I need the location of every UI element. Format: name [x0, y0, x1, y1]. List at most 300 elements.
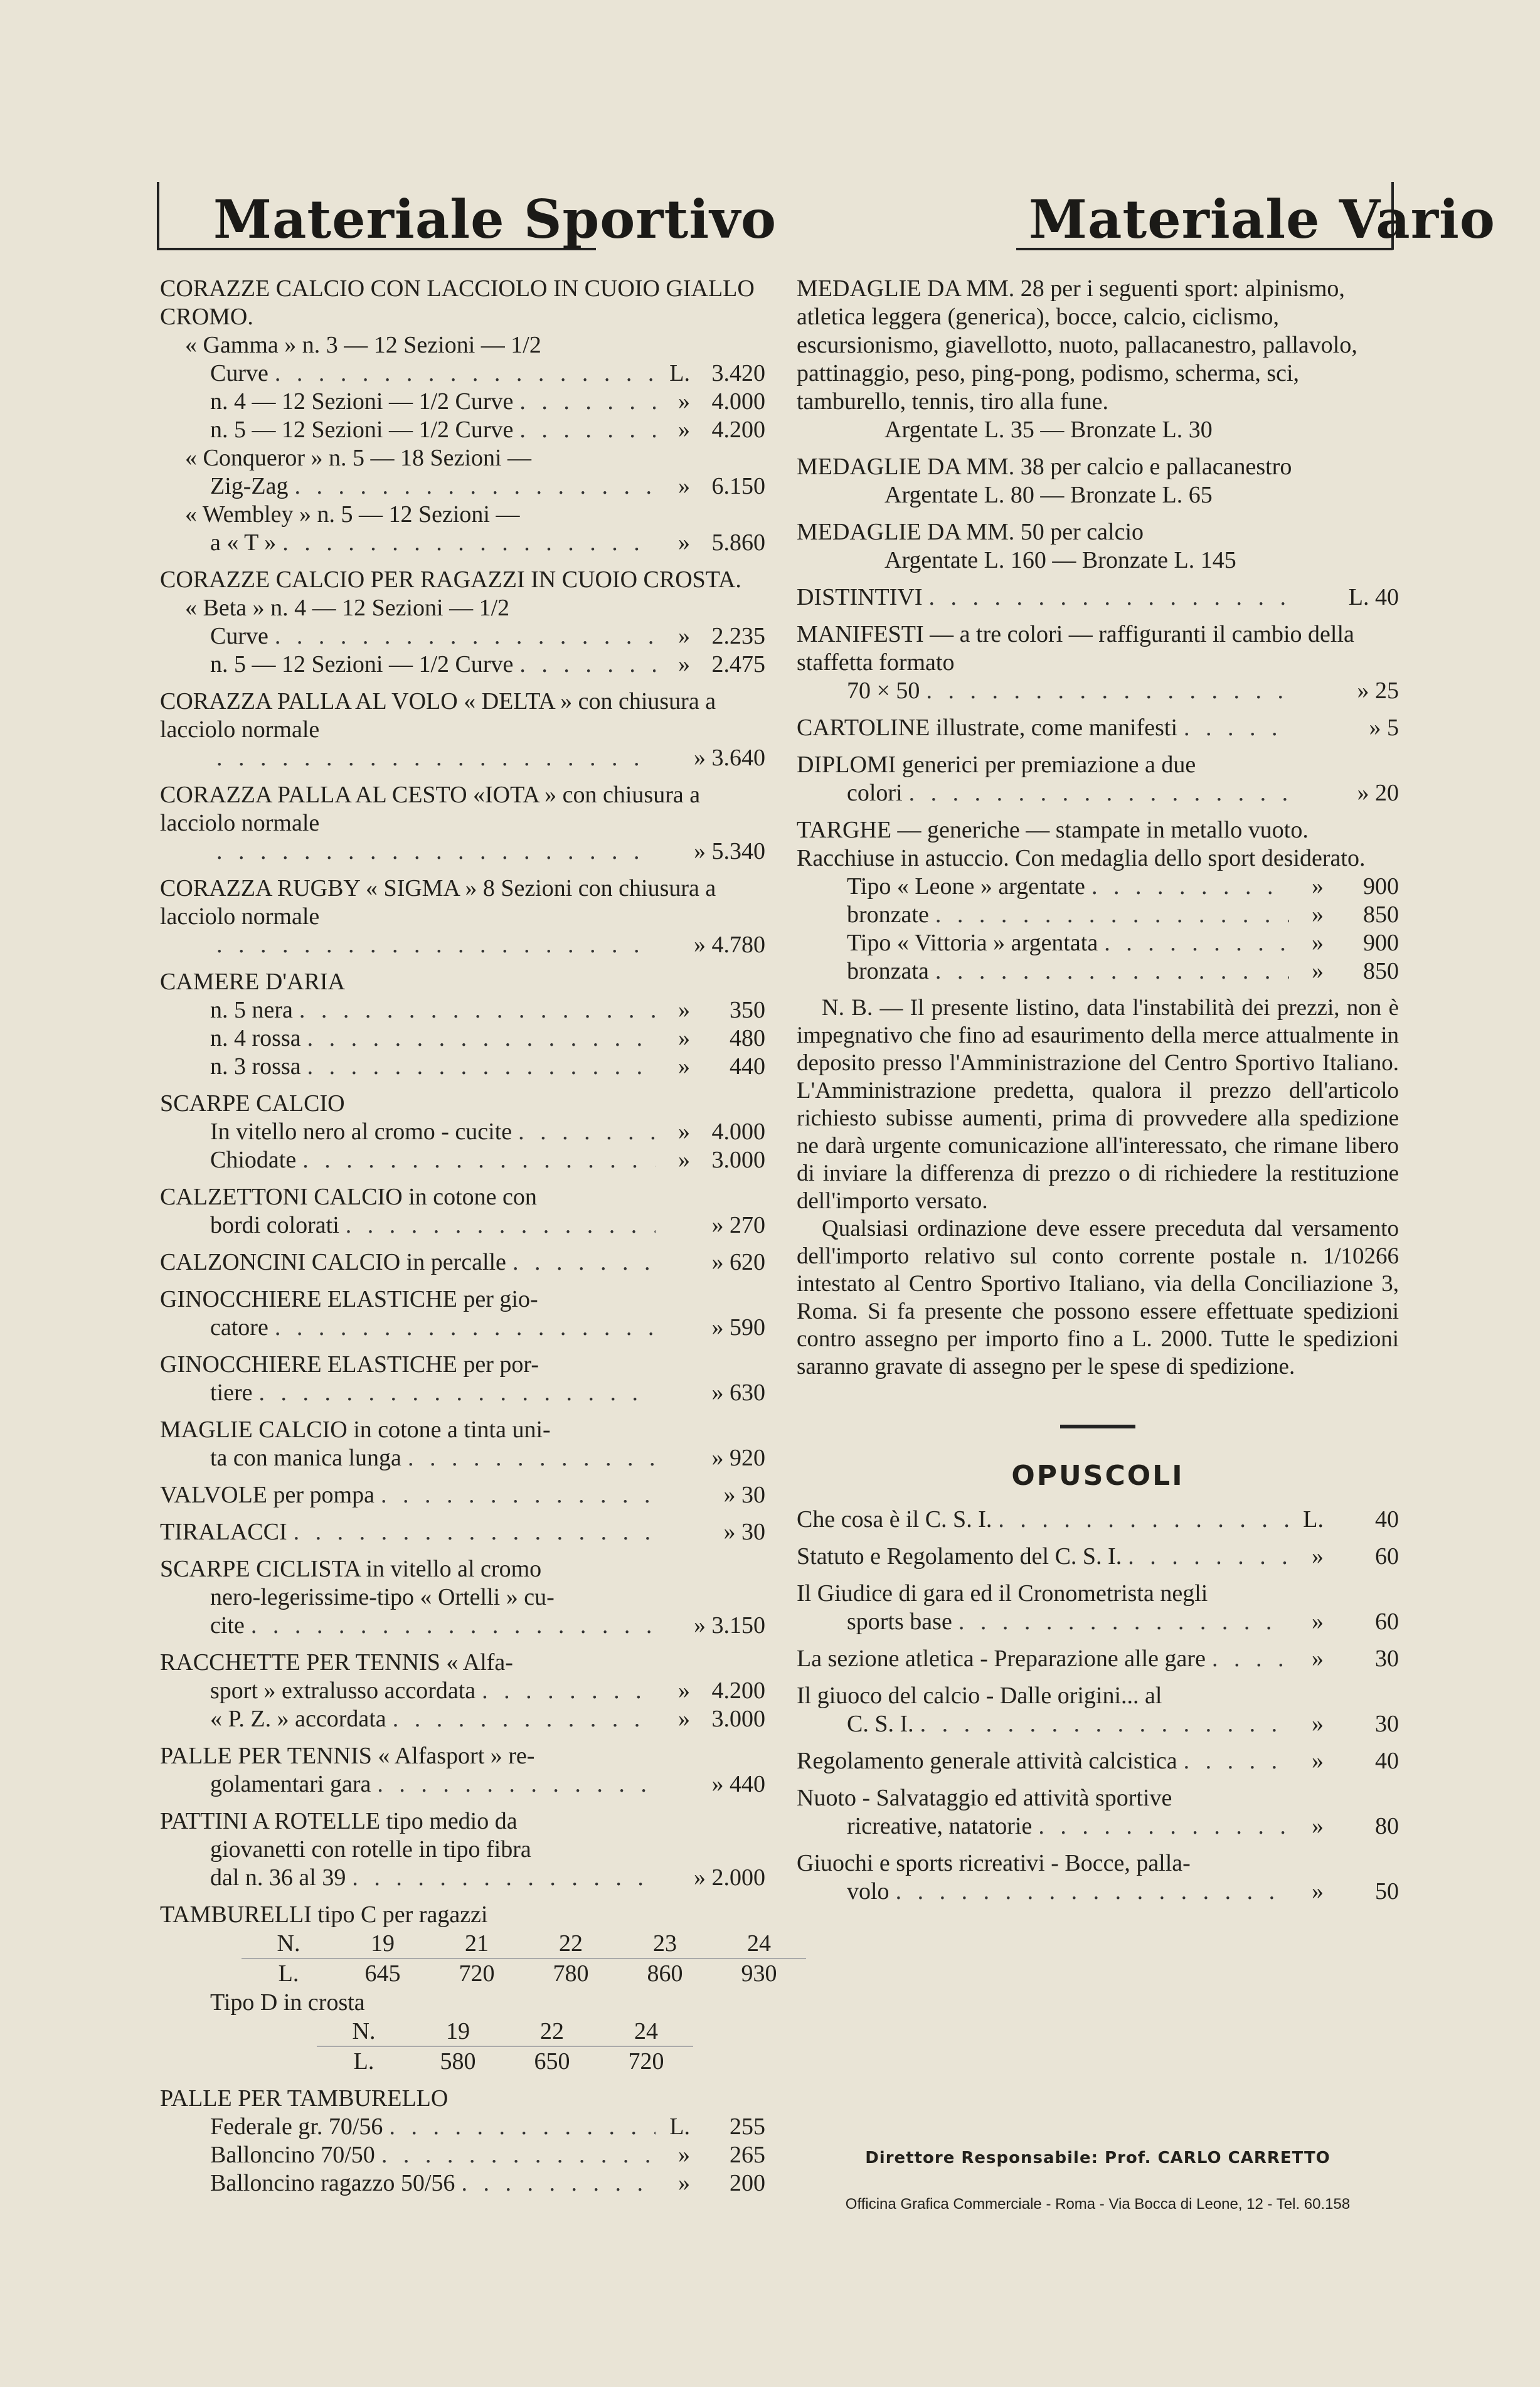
- left-entry-line: [160, 1146, 765, 1174]
- left-entry-line: [160, 1118, 765, 1146]
- left-entry-line-text: Zig-Zag: [210, 473, 289, 499]
- opuscolo-title-text: Il Giudice di gara ed il Cronometrista negli: [797, 1580, 1208, 1607]
- left-entry-continuation: [160, 1583, 765, 1612]
- opuscolo-line: [797, 1878, 1399, 1906]
- right-entry-line-currency: »: [1312, 958, 1324, 984]
- left-entry-title: CAMERE D'ARIA: [160, 969, 346, 995]
- right-entry-line-text: bronzate: [847, 901, 929, 928]
- left-entry-line-leader: [294, 1518, 656, 1546]
- left-entry-title: PALLE PER TENNIS « Alfasport » re-: [160, 1743, 535, 1769]
- right-entry: [797, 816, 1399, 986]
- tamburelli-price-cell: 860: [647, 1960, 683, 1987]
- opuscolo-line: [797, 1645, 1399, 1673]
- opuscolo-line: [797, 1812, 1399, 1841]
- left-entry: [160, 968, 765, 1081]
- right-entry-line: [797, 779, 1399, 807]
- opuscolo-item: [797, 1682, 1399, 1738]
- opuscolo-line: [797, 1543, 1399, 1571]
- left-entry-line-text: CALZONCINI CALCIO in percalle: [160, 1249, 506, 1275]
- tamburelli-size-cell: 19: [411, 2017, 505, 2047]
- left-entry-line-text: n. 5 nera: [210, 997, 293, 1023]
- right-entry-line-leader: [909, 779, 1289, 807]
- left-entry-price: » 4.780: [694, 932, 765, 958]
- opuscolo-line-price: 60: [1375, 1543, 1399, 1570]
- opuscolo-title: [797, 1580, 1399, 1608]
- left-entry-line-text: Curve: [210, 360, 268, 386]
- left-entry: [160, 566, 765, 679]
- tamburelli-size-cell: 24: [599, 2017, 693, 2047]
- left-entry-line: [160, 444, 765, 472]
- left-entry: [160, 1416, 765, 1472]
- left-entry-line-currency: L.: [669, 360, 690, 386]
- right-entry-line: [797, 714, 1399, 742]
- left-entry-line-leader: [519, 388, 656, 416]
- left-entry-line: [160, 1379, 765, 1407]
- left-entry-line: [160, 331, 765, 359]
- palle-tamburello-line-price: 200: [730, 2170, 765, 2196]
- left-entry-line-text: a « T »: [210, 529, 277, 556]
- left-entry: [160, 1183, 765, 1240]
- left-entry-line-text: sport » extralusso accordata: [210, 1677, 476, 1704]
- opuscolo-line-price: 30: [1375, 1645, 1399, 1672]
- palle-tamburello-line-text: Federale gr. 70/56: [210, 2113, 383, 2140]
- opuscolo-item: [797, 1580, 1399, 1636]
- left-entry-title: RACCHETTE PER TENNIS « Alfa-: [160, 1649, 513, 1676]
- opuscolo-line-price: 60: [1375, 1608, 1399, 1635]
- opuscolo-line: [797, 1710, 1399, 1738]
- opuscolo-line-leader: [920, 1710, 1289, 1738]
- left-entry-line-price: » 620: [711, 1249, 765, 1275]
- palle-tamburello-line-leader: [461, 2169, 656, 2198]
- left-entry-title: SCARPE CALCIO: [160, 1090, 345, 1117]
- left-entry: [160, 1807, 765, 1892]
- left-entry-line: [160, 1612, 765, 1640]
- left-entry-line-leader: [275, 359, 656, 388]
- right-entry-line-price: 850: [1363, 958, 1399, 984]
- opuscolo-line-leader: [1212, 1645, 1289, 1673]
- right-entry-line-currency: »: [1312, 901, 1324, 928]
- palle-tamburello-line-leader: [381, 2141, 656, 2169]
- right-entry-line-text: CARTOLINE illustrate, come manifesti: [797, 715, 1177, 741]
- left-entry-line: [160, 1053, 765, 1081]
- left-entry-line-leader: [302, 1146, 656, 1174]
- opuscolo-line-currency: »: [1312, 1608, 1324, 1635]
- left-entry-line-leader: [408, 1444, 656, 1472]
- left-entry-line-text: « Wembley » n. 5 — 12 Sezioni —: [185, 501, 520, 528]
- left-entry-line-text: « Conqueror » n. 5 — 18 Sezioni —: [185, 445, 532, 471]
- left-entry-title: SCARPE CICLISTA in vitello al cromo: [160, 1556, 542, 1582]
- left-entry-line: [160, 416, 765, 444]
- left-entry-line-price: 4.200: [711, 1677, 765, 1704]
- left-entry-line-leader: [519, 651, 656, 679]
- terms-paragraph: Qualsiasi ordinazione deve essere preceduta dal versamento dell'importo relativo sul conto corrente postale n. 1/10266 intestato al Centro Sportivo Italiano, via della Conciliazione 3, Roma. Si fa presente che possono essere effettuate spedizioni contro assegno per importo fino a L. 2000. Tutte le spedizioni saranno gravate di assegno per le spese di spedizione.: [797, 1216, 1399, 1380]
- terms-note: [797, 994, 1399, 1381]
- palle-tamburello-line: [160, 2141, 765, 2169]
- opuscolo-item: [797, 1645, 1399, 1673]
- opuscolo-line-text: sports base: [847, 1608, 952, 1635]
- palle-tamburello-line: [160, 2169, 765, 2198]
- left-entry-line-price: 4.000: [711, 388, 765, 415]
- tamburelli-price-cell: 720: [628, 2048, 664, 2075]
- left-entry-continuation: [160, 1836, 765, 1864]
- palle-tamburello-line-leader: [389, 2113, 656, 2141]
- right-entry-line-price: » 5: [1369, 715, 1399, 741]
- right-entry-line-leader: [935, 901, 1289, 929]
- left-entry-line-text: Curve: [210, 623, 268, 649]
- left-entry-line: [160, 1705, 765, 1733]
- tamburelli-subtitle: Tipo D in crosta: [210, 1989, 365, 2016]
- opuscolo-title-text: Giuochi e sports ricreativi - Bocce, palla-: [797, 1850, 1191, 1876]
- left-entry-line-price: 4.200: [711, 417, 765, 443]
- left-entry: [160, 1090, 765, 1174]
- left-entry-line-leader: [346, 1211, 656, 1240]
- left-entry-title: CALZETTONI CALCIO in cotone con: [160, 1184, 537, 1210]
- left-entry-title: MAGLIE CALCIO in cotone a tinta uni-: [160, 1417, 551, 1443]
- left-entry-line-text: ta con manica lunga: [210, 1445, 401, 1471]
- left-entry: [160, 1742, 765, 1799]
- right-entry: [797, 751, 1399, 807]
- left-entry-line-leader: [275, 1314, 656, 1342]
- right-entry: [797, 453, 1399, 509]
- palle-tamburello-block: [160, 2085, 765, 2198]
- opuscoli-title: OPUSCOLI: [1011, 1460, 1184, 1492]
- left-entry-line-currency: »: [678, 623, 690, 649]
- left-entry-line-text: n. 3 rossa: [210, 1053, 301, 1080]
- header-left-corner: [157, 182, 159, 250]
- left-entry-line-currency: »: [678, 1053, 690, 1080]
- right-entry-subtitle: Argentate L. 35 — Bronzate L. 30: [884, 417, 1213, 443]
- left-entry-line-price: 6.150: [711, 473, 765, 499]
- left-entry-line: [160, 472, 765, 501]
- left-entry-line: [160, 359, 765, 388]
- right-entry-line-text: DISTINTIVI: [797, 584, 923, 610]
- palle-tamburello-line-text: Balloncino ragazzo 50/56: [210, 2170, 455, 2196]
- opuscolo-line-currency: L.: [1303, 1506, 1324, 1533]
- opuscolo-line-leader: [1128, 1543, 1289, 1571]
- left-entry-line-price: » 3.150: [694, 1612, 765, 1639]
- right-entry-title: TARGHE — generiche — stampate in metallo vuoto. Racchiuse in astuccio. Con medaglia dello sport desiderato.: [797, 817, 1366, 871]
- tamburelli-price-cell: L.: [353, 2048, 374, 2075]
- left-entry-line-currency: »: [678, 651, 690, 678]
- right-entry-title: MANIFESTI — a tre colori — raffiguranti il cambio della staffetta formato: [797, 621, 1354, 676]
- opuscolo-item: [797, 1506, 1399, 1534]
- left-entry: [160, 1285, 765, 1342]
- tamburelli-price-cell: 720: [459, 1960, 495, 1987]
- left-entry-line-price: 440: [730, 1053, 765, 1080]
- opuscolo-line-currency: »: [1312, 1645, 1324, 1672]
- tamburelli-size-cell: 19: [336, 1929, 430, 1959]
- opuscolo-title-text: Il giuoco del calcio - Dalle origini... al: [797, 1683, 1162, 1709]
- right-entry-line-leader: [929, 583, 1289, 612]
- left-entry-line-leader: [307, 1053, 656, 1081]
- opuscolo-line-leader: [959, 1608, 1289, 1636]
- left-entry-line-price: » 590: [711, 1314, 765, 1341]
- left-entry-line-price: 5.860: [711, 529, 765, 556]
- left-entry-line-currency: »: [678, 1706, 690, 1732]
- right-column: [797, 275, 1399, 1915]
- opuscolo-line-text: ricreative, natatorie: [847, 1813, 1033, 1839]
- opuscolo-title-text: Nuoto - Salvataggio ed attività sportive: [797, 1785, 1172, 1811]
- opuscolo-line-currency: »: [1312, 1711, 1324, 1737]
- left-entry-line-currency: »: [678, 1025, 690, 1051]
- palle-tamburello-line-currency: »: [678, 2170, 690, 2196]
- opuscolo-line-currency: »: [1312, 1543, 1324, 1570]
- right-entry-line: [797, 583, 1399, 612]
- left-entry-line: [160, 1211, 765, 1240]
- left-entry-line-leader: [295, 472, 656, 501]
- left-entry-line-text: bordi colorati: [210, 1212, 339, 1238]
- opuscolo-line-price: 40: [1375, 1748, 1399, 1774]
- right-entry-line-price: » 20: [1357, 780, 1399, 806]
- left-entry-line-leader: [307, 1024, 656, 1053]
- right-entry-line: [797, 957, 1399, 986]
- opuscolo-item: [797, 1784, 1399, 1841]
- opuscolo-line-price: 30: [1375, 1711, 1399, 1737]
- left-entry-line-leader: [512, 1248, 656, 1277]
- left-entry-line-text: In vitello nero al cromo - cucite: [210, 1119, 512, 1145]
- tamburelli-size-cell: 22: [524, 1929, 618, 1959]
- left-entry-line-text: VALVOLE per pompa: [160, 1482, 374, 1508]
- left-entry-title: CORAZZE CALCIO CON LACCIOLO IN CUOIO GIALLO CROMO.: [160, 275, 755, 330]
- left-entry-line-leader: [482, 1677, 656, 1705]
- right-entry-title: MEDAGLIE DA MM. 50 per calcio: [797, 519, 1144, 545]
- right-entry-line-text: colori: [847, 780, 903, 806]
- printer-credit: Officina Grafica Commerciale - Roma - Via Bocca di Leone, 12 - Tel. 60.158: [845, 2196, 1351, 2213]
- left-entry-line: [160, 1248, 765, 1277]
- left-entry-line-price: 2.235: [711, 623, 765, 649]
- opuscolo-line-price: 80: [1375, 1813, 1399, 1839]
- left-entry: [160, 1351, 765, 1407]
- left-entry-line-text: cite: [210, 1612, 245, 1639]
- left-entry-line: [160, 651, 765, 679]
- left-entry-line-price: » 270: [711, 1212, 765, 1238]
- left-entry-title: CORAZZA PALLA AL CESTO «IOTA » con chiusura a lacciolo normale: [160, 782, 701, 836]
- tamburelli-price-cell: 930: [741, 1960, 777, 1987]
- opuscolo-line: [797, 1747, 1399, 1775]
- right-entry-subtitle: Argentate L. 160 — Bronzate L. 145: [884, 547, 1236, 573]
- section-title-misc-goods: Materiale Vario: [1029, 188, 1495, 250]
- left-entry: [160, 688, 765, 772]
- left-entry-line-currency: »: [678, 388, 690, 415]
- palle-tamburello-line-currency: L.: [669, 2113, 690, 2140]
- palle-tamburello-title: PALLE PER TAMBURELLO: [160, 2085, 449, 2112]
- opuscolo-item: [797, 1543, 1399, 1571]
- opuscolo-line-currency: »: [1312, 1878, 1324, 1905]
- opuscolo-title: [797, 1849, 1399, 1878]
- left-entry-line-text: TIRALACCI: [160, 1519, 287, 1545]
- right-entry-subtitle: Argentate L. 80 — Bronzate L. 65: [884, 482, 1213, 508]
- left-entry-price-line: [160, 744, 765, 772]
- left-entry-line: [160, 1677, 765, 1705]
- left-entry-line-price: » 30: [723, 1482, 765, 1508]
- left-entry-line: [160, 501, 765, 529]
- right-entry-line-currency: »: [1312, 930, 1324, 956]
- opuscolo-item: [797, 1849, 1399, 1906]
- left-entry-line-price: 2.475: [711, 651, 765, 678]
- left-entry-line-leader: [251, 1612, 656, 1640]
- right-entry-line-text: Tipo « Leone » argentate: [847, 873, 1085, 900]
- left-entry-line: [160, 594, 765, 622]
- left-entry-line-currency: »: [678, 529, 690, 556]
- right-entry: [797, 714, 1399, 742]
- right-entry-line-text: bronzata: [847, 958, 929, 984]
- left-entry-line-price: » 2.000: [694, 1864, 765, 1891]
- tamburelli-price-cell: 645: [364, 1960, 401, 1987]
- opuscolo-line-price: 40: [1375, 1506, 1399, 1533]
- left-entry-line-price: » 630: [711, 1380, 765, 1406]
- ornament-divider: [1060, 1425, 1135, 1428]
- tamburelli-type-d-table: [160, 2017, 765, 2076]
- opuscolo-item: [797, 1747, 1399, 1775]
- left-entry-line-leader: [299, 996, 656, 1024]
- left-entry-line-price: 480: [730, 1025, 765, 1051]
- right-entry-line-leader: [1091, 873, 1289, 901]
- left-entry-line-text: Chiodate: [210, 1147, 297, 1173]
- left-entry-line-text: n. 5 — 12 Sezioni — 1/2 Curve: [210, 651, 514, 678]
- tamburelli-size-cell: 22: [505, 2017, 599, 2047]
- opuscolo-line-text: Statuto e Regolamento del C. S. I.: [797, 1543, 1122, 1570]
- tamburelli-block: [160, 1901, 777, 2076]
- right-entry-line: [797, 873, 1399, 901]
- left-entry-continuation-text: giovanetti con rotelle in tipo fibra: [210, 1836, 531, 1863]
- right-entry-line-price: 900: [1363, 873, 1399, 900]
- left-entry-line-currency: »: [678, 1677, 690, 1704]
- left-entry: [160, 1555, 765, 1640]
- right-entry-line-text: Tipo « Vittoria » argentata: [847, 930, 1098, 956]
- left-entry-line: [160, 1864, 765, 1892]
- director-credit: Direttore Responsabile: Prof. CARLO CARRETTO: [865, 2149, 1330, 2167]
- left-entry-line-leader: [377, 1770, 656, 1799]
- right-entry-title: MEDAGLIE DA MM. 38 per calcio e pallacanestro: [797, 454, 1292, 480]
- right-entry-line-leader: [1184, 714, 1289, 742]
- right-entry: [797, 583, 1399, 612]
- left-entry-title: CORAZZE CALCIO PER RAGAZZI IN CUOIO CROSTA.: [160, 566, 741, 593]
- left-entry-line-price: 3.000: [711, 1706, 765, 1732]
- left-entry-line-currency: »: [678, 1119, 690, 1145]
- right-entry-line-leader: [935, 957, 1289, 986]
- opuscolo-line-leader: [1038, 1812, 1289, 1841]
- left-entry-line-text: dal n. 36 al 39: [210, 1864, 346, 1891]
- left-entry: [160, 1518, 765, 1546]
- palle-tamburello-line: [160, 2113, 765, 2141]
- left-entry-line-leader: [275, 622, 656, 651]
- left-entry-line: [160, 1518, 765, 1546]
- opuscolo-title: [797, 1784, 1399, 1812]
- right-entry: [797, 275, 1399, 444]
- left-entry-line: [160, 388, 765, 416]
- tamburelli-title: TAMBURELLI tipo C per ragazzi: [160, 1901, 488, 1928]
- right-entry: [797, 620, 1399, 705]
- right-entry-line: [797, 677, 1399, 705]
- right-entry-line-leader: [1104, 929, 1289, 957]
- left-entry-line-text: « Gamma » n. 3 — 12 Sezioni — 1/2: [185, 332, 541, 358]
- tamburelli-price-cell: 650: [534, 2048, 570, 2075]
- left-entry: [160, 1248, 765, 1277]
- left-entry-line-text: n. 4 — 12 Sezioni — 1/2 Curve: [210, 388, 514, 415]
- opuscolo-line-text: volo: [847, 1878, 889, 1905]
- left-entry-line-leader: [519, 416, 656, 444]
- left-entry-line: [160, 529, 765, 557]
- opuscolo-title: [797, 1682, 1399, 1710]
- opuscolo-line-text: Regolamento generale attività calcistica: [797, 1748, 1177, 1774]
- left-entry-title: CORAZZA PALLA AL VOLO « DELTA » con chiusura a lacciolo normale: [160, 688, 716, 743]
- left-entry-price-line: [160, 837, 765, 866]
- left-entry-title: CORAZZA RUGBY « SIGMA » 8 Sezioni con chiusura a lacciolo normale: [160, 875, 716, 930]
- left-entry-line-price: » 920: [711, 1445, 765, 1471]
- left-entry-line-currency: »: [678, 473, 690, 499]
- tamburelli-type-c-table: [160, 1929, 777, 1988]
- left-entry-line-text: catore: [210, 1314, 268, 1341]
- left-entry-line-leader: [259, 1379, 656, 1407]
- opuscolo-line-text: Che cosa è il C. S. I.: [797, 1506, 992, 1533]
- right-entry-line-price: » 25: [1357, 678, 1399, 704]
- left-entry-line: [160, 1024, 765, 1053]
- left-entry-line-price: 350: [730, 997, 765, 1023]
- left-entry: [160, 1481, 765, 1509]
- opuscolo-line-text: C. S. I.: [847, 1711, 914, 1737]
- left-entry-continuation-text: nero-legerissime-tipo « Ortelli » cu-: [210, 1584, 555, 1610]
- palle-tamburello-line-price: 265: [730, 2142, 765, 2168]
- palle-tamburello-line-currency: »: [678, 2142, 690, 2168]
- opuscolo-line-leader: [998, 1506, 1289, 1534]
- left-entry-line-currency: »: [678, 417, 690, 443]
- left-entry-line-leader: [518, 1118, 656, 1146]
- left-entry-line-leader: [352, 1864, 656, 1892]
- palle-tamburello-line-price: 255: [730, 2113, 765, 2140]
- left-entry-price: » 3.640: [694, 745, 765, 771]
- right-entry-title: DIPLOMI generici per premiazione a due: [797, 752, 1196, 778]
- left-entry: [160, 1649, 765, 1733]
- left-column: [160, 275, 777, 2206]
- terms-paragraph: N. B. — Il presente listino, data l'instabilità dei prezzi, non è impegnativo che fino ad esaurimento della merce attualmente in deposito presso l'Amministrazione del Centro Sportivo Italiano. L'Amministrazione predetta, qualora il prezzo dell'articolo richiesto subisse aumenti, prima di provvedere alla spedizione ne darà urgente comunicazione all'interessato, che rimane libero di inviare la differenza di prezzo o di richiedere la restituzione dell'importo versato.: [797, 995, 1399, 1214]
- tamburelli-size-cell: 24: [712, 1929, 806, 1959]
- left-entry-line: [160, 1770, 765, 1799]
- left-entry-line-price: 4.000: [711, 1119, 765, 1145]
- right-entry-line-price: 850: [1363, 901, 1399, 928]
- left-entry-line: [160, 1314, 765, 1342]
- tamburelli-size-cell: 23: [618, 1929, 712, 1959]
- left-entry-price-leader: [216, 837, 656, 866]
- opuscolo-line: [797, 1506, 1399, 1534]
- left-entry-price-leader: [216, 744, 656, 772]
- right-entry-line-currency: »: [1312, 873, 1324, 900]
- left-entry-price-line: [160, 931, 765, 959]
- left-entry-line-currency: »: [678, 997, 690, 1023]
- opuscolo-line-currency: »: [1312, 1748, 1324, 1774]
- right-entry-line-leader: [926, 677, 1289, 705]
- left-entry-line-text: tiere: [210, 1380, 253, 1406]
- left-entry-line-price: » 440: [711, 1771, 765, 1797]
- left-entry-title: GINOCCHIERE ELASTICHE per gio-: [160, 1286, 538, 1312]
- left-entry: [160, 275, 765, 557]
- left-entry-line: [160, 996, 765, 1024]
- left-entry: [160, 875, 765, 959]
- opuscolo-line-leader: [1184, 1747, 1289, 1775]
- right-entry-line: [797, 929, 1399, 957]
- left-entry-line: [160, 622, 765, 651]
- left-entry-line-price: 3.000: [711, 1147, 765, 1173]
- left-entry-line-price: » 30: [723, 1519, 765, 1545]
- right-entry: [797, 518, 1399, 575]
- tamburelli-price-cell: 580: [440, 2048, 476, 2075]
- section-title-sporting-goods: Materiale Sportivo: [213, 188, 777, 250]
- left-entry-line-leader: [282, 529, 656, 557]
- left-entry-line-currency: »: [678, 1147, 690, 1173]
- tamburelli-price-cell: 780: [553, 1960, 589, 1987]
- left-entry-price: » 5.340: [694, 838, 765, 864]
- left-entry-line-text: n. 5 — 12 Sezioni — 1/2 Curve: [210, 417, 514, 443]
- opuscolo-line-text: La sezione atletica - Preparazione alle gare: [797, 1645, 1206, 1672]
